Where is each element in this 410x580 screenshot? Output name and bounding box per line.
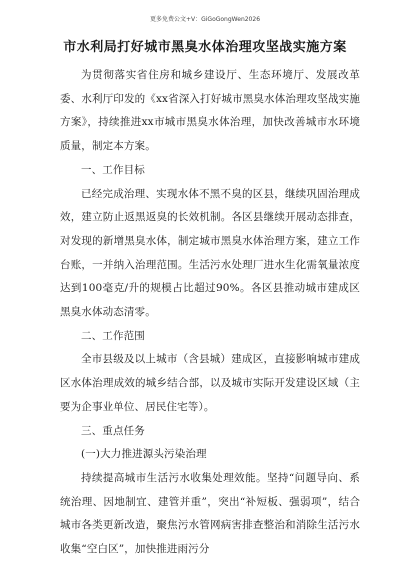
subsection-heading-source-control: (一)大力推进源头污染治理: [81, 448, 207, 461]
source-control-paragraph: 持续提高城市生活污水收集处理效能。坚持“问题导向、系统治理、因地制宜、建管并重”，突出“补短板、强弱项”，结合城市各类更新改造，聚焦污水管网病害排查整治和消除生活污水收集“空白区”，加快推进雨污分: [60, 471, 360, 556]
section-heading-goals: 一、工作目标: [81, 163, 145, 176]
document-title: 市水利局打好城市黑臭水体治理攻坚战实施方案: [63, 40, 347, 55]
intro-paragraph: 为贯彻落实省住房和城乡建设厅、生态环境厅、发展改革委、水利厅印发的《xx省深入打好城市黑臭水体治理攻坚战实施方案》，持续推进xx市城市黑臭水体治理，加快改善城市水环境质量，制定本方案。: [60, 69, 360, 153]
scope-paragraph: 全市县级及以上城市（含县城）建成区，直接影响城市建成区水体治理成效的城乡结合部，以及城市实际开发建设区域（主要为企事业单位、居民住宅等）。: [60, 353, 360, 413]
header-note: 更多免费公文+V：GiGoGongWen2026: [149, 16, 261, 23]
section-heading-scope: 二、工作范围: [81, 329, 145, 342]
goals-paragraph: 已经完成治理、实现水体不黑不臭的区县，继续巩固治理成效，建立防止返黑返臭的长效机制。各区县继续开展动态排查，对发现的新增黑臭水体，制定城市黑臭水体治理方案，建立工作台账，一并纳入治理范围。生活污水处理厂进水生化需氧量浓度达到100毫克/升的规模占比超过90%。各区县推动城市建成区黑臭水体动态清零。: [60, 187, 360, 319]
document-body: [60, 64, 360, 562]
section-heading-tasks: 三、重点任务: [81, 424, 145, 437]
